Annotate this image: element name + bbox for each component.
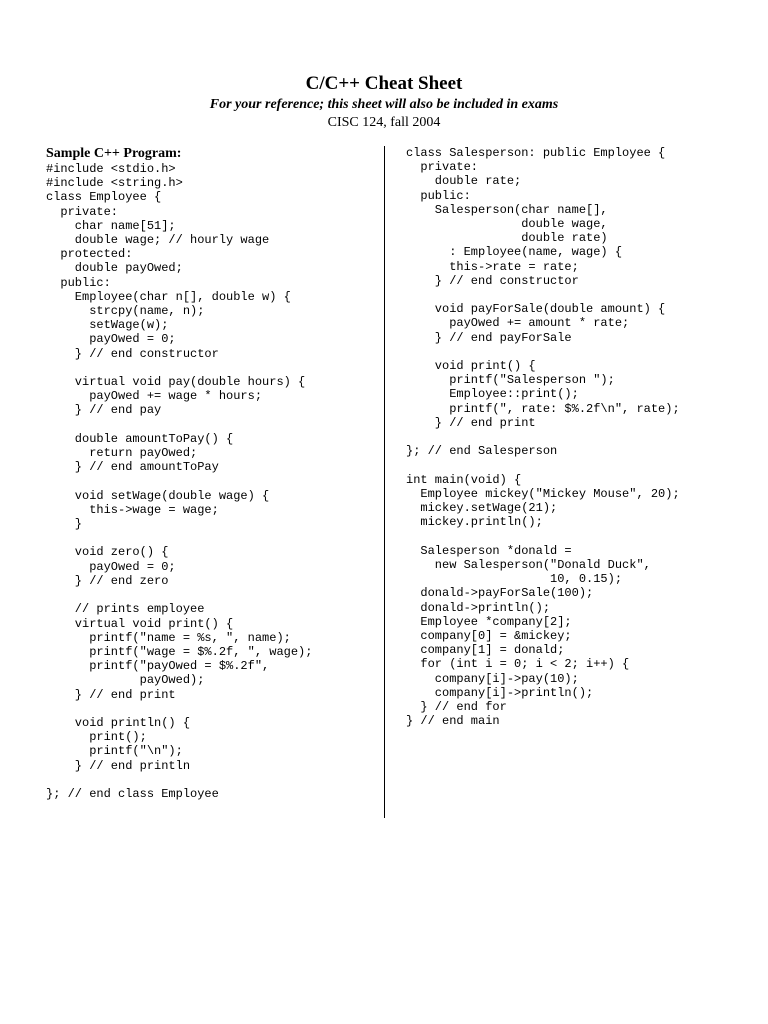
course-label: CISC 124, fall 2004: [327, 115, 441, 130]
left-column: [46, 146, 376, 801]
salesperson-code-block: class Salesperson: public Employee { private: double rate; public: Salesperson(char name[], double wage, double rate) : Employee(name, wage) { this->rate = rate; } // end constructor void payForSale(double amount) { payOwed += amount * rate; } // end payForSale void print() { printf("Salesperson "); Employee::print(); printf(", rate: $%.2f\n", rate); } // end print }; // end Salesperson int main(void) { Employee mickey("Mickey Mouse", 20); mickey.setWage(21); mickey.println(); Salesperson *donald = new Salesperson("Donald Duck", 10, 0.15); donald->payForSale(100); donald->println(); Employee *company[2]; company[0] = &mickey; company[1] = donald; for (int i = 0; i < 2; i++) { company[i]->pay(10); company[i]->println(); } // end for } // end main: [406, 146, 680, 729]
page-subtitle: For your reference; this sheet will also be included in exams: [209, 97, 559, 112]
section-heading: Sample C++ Program:: [46, 146, 182, 161]
right-column: [406, 146, 746, 728]
page-header: [0, 72, 768, 132]
page-title: C/C++ Cheat Sheet: [305, 73, 463, 94]
column-divider: [384, 146, 385, 818]
employee-code-block: #include <stdio.h> #include <string.h> class Employee { private: char name[51]; double wage; // hourly wage protected: double payOwed; public: Employee(char n[], double w) { strcpy(name, n); setWage(w); payOwed = 0; } // end constructor virtual void pay(double hours) { payOwed += wage * hours; } // end pay double amountToPay() { return payOwed; } // end amountToPay void setWage(double wage) { this->wage = wage; } void zero() { payOwed = 0; } // end zero // prints employee virtual void print() { printf("name = %s, ", name); printf("wage = $%.2f, ", wage); printf("payOwed = $%.2f", payOwed); } // end print void println() { print(); printf("\n"); } // end println }; // end class Employee: [46, 162, 313, 801]
